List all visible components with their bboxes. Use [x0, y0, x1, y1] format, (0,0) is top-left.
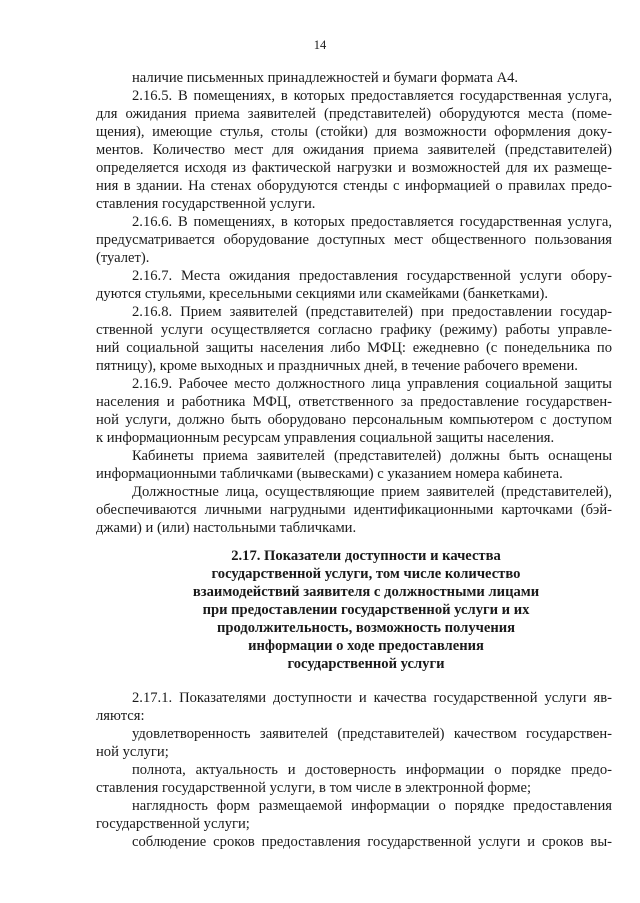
text-line: государственной услуги; [96, 816, 250, 832]
section-heading-line: информации о ходе предоставления [248, 638, 484, 654]
text-line: (туалет). [96, 250, 150, 266]
text-line: определяется исходя из фактической нагрузки и возможностей для их размеще- [96, 160, 612, 176]
text-line: наличие письменных принадлежностей и бумаги формата А4. [132, 70, 519, 86]
text-line: ственной услуги осуществляется согласно графику (режиму) работы управле- [96, 322, 612, 338]
text-line: щения), имеющие стулья, столы (стойки) для возможности оформления доку- [96, 124, 612, 140]
text-line: 2.16.8. Прием заявителей (представителей) при предоставлении государ- [132, 304, 612, 320]
text-line: пятницу), кроме выходных и праздничных дней, в течение рабочего времени. [96, 358, 578, 374]
text-line: обеспечиваются личными нагрудными идентификационными карточками (бэй- [96, 502, 612, 518]
section-heading-line: 2.17. Показатели доступности и качества [231, 548, 501, 564]
text-line: 2.16.6. В помещениях, в которых предоставляется государственная услуга, [132, 214, 612, 230]
text-line: к информационным ресурсам управления социальной защиты населения. [96, 430, 555, 446]
text-line: 2.16.7. Места ожидания предоставления государственной услуги обору- [132, 268, 612, 284]
text-line: для ожидания приема заявителей (представителей) оборудуются места (поме- [96, 106, 612, 122]
section-heading-line: продолжительность, возможность получения [216, 620, 516, 636]
text-line: населения и работника МФЦ, ответственного за предоставление государствен- [96, 394, 612, 410]
section-heading-line: при предоставлении государственной услуги и их [202, 602, 530, 618]
text-line: наглядность форм размещаемой информации о порядке предоставления [132, 798, 612, 814]
text-line: предусматривается оборудование доступных мест общественного пользования [96, 232, 612, 248]
text-line: ляются: [96, 708, 145, 724]
section-heading-line: государственной услуги [287, 656, 445, 672]
section-heading-line: государственной услуги, том числе количество [211, 566, 521, 582]
text-line: информационными табличками (вывесками) с указанием номера кабинета. [96, 466, 563, 482]
text-line: ния в здании. На стенах оборудуются стенды с информацией о правилах предо- [96, 178, 612, 194]
text-line: ний социальной защиты населения либо МФЦ: ежедневно (с понедельника по [96, 340, 612, 356]
text-line: полнота, актуальность и достоверность информации о порядке предо- [132, 762, 612, 778]
text-line: ставления государственной услуги, в том числе в электронной форме; [96, 780, 532, 796]
section-heading-line: взаимодействий заявителя с должностными лицами [192, 584, 540, 600]
text-line: ной услуги, должно быть оборудовано персональным компьютером с доступом [96, 412, 612, 428]
text-line: ментов. Количество мест для ожидания приема заявителей (представителей) [96, 142, 612, 158]
text-line: джами) и (или) настольными табличками. [96, 520, 357, 536]
text-line: ставления государственной услуги. [96, 196, 316, 212]
text-line: Кабинеты приема заявителей (представителей) должны быть оснащены [132, 448, 612, 464]
text-line: 2.17.1. Показателями доступности и качества государственной услуги яв- [132, 690, 612, 706]
text-line: Должностные лица, осуществляющие прием заявителей (представителей), [132, 484, 612, 500]
text-line: 2.16.9. Рабочее место должностного лица управления социальной защиты [132, 376, 612, 392]
text-line: дуются стульями, кресельными секциями или скамейками (банкетками). [96, 286, 548, 302]
page-number: 14 [313, 38, 327, 52]
text-line: 2.16.5. В помещениях, в которых предоставляется государственная услуга, [132, 88, 612, 104]
text-line: соблюдение сроков предоставления государственной услуги и сроков вы- [132, 834, 612, 850]
text-line: удовлетворенность заявителей (представителей) качеством государствен- [132, 726, 612, 742]
text-line: ной услуги; [96, 744, 169, 760]
